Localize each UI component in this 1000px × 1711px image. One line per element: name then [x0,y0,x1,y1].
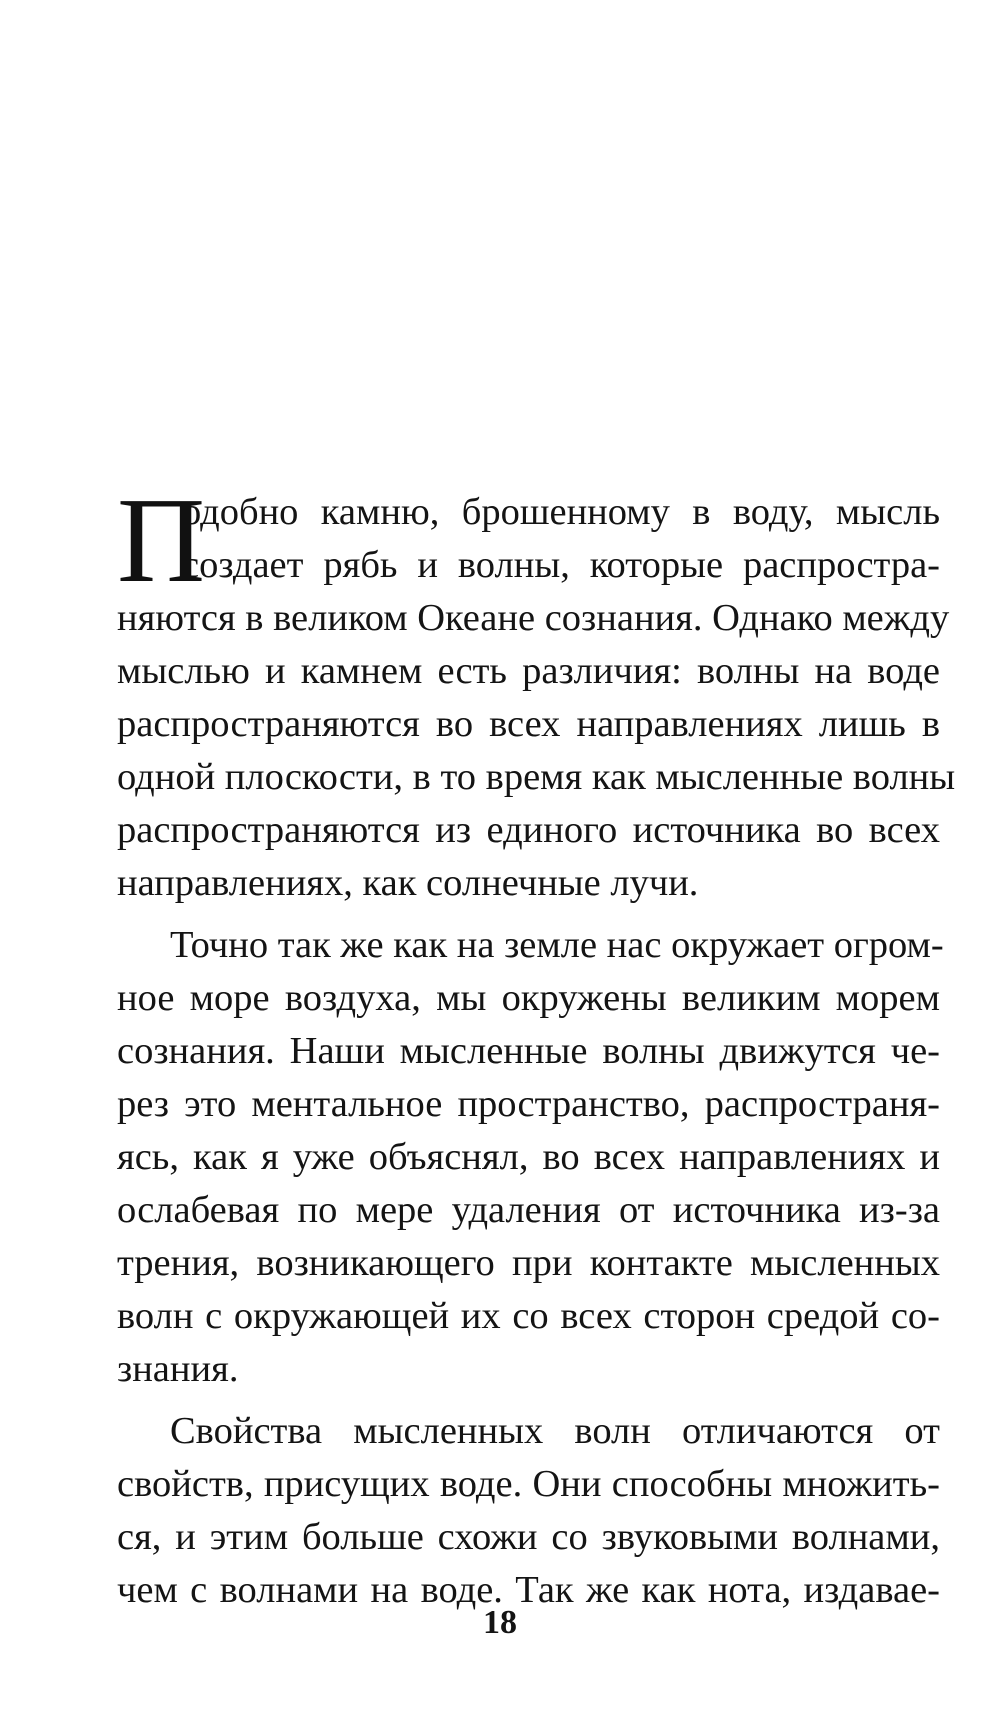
text-line: свойств, присущих воде. Они способны множить- [117,1463,940,1505]
paragraph-3 [117,1405,940,1617]
text-line: чем с волнами на воде. Так же как нота, издавае- [117,1569,940,1611]
text-line: одобно камню, брошенному в воду, мысль [182,491,940,533]
text-line: знания. [117,1348,239,1390]
text-line: распространяются во всех направлениях лишь в [117,703,940,745]
text-line: рез это ментальное пространство, распространя- [117,1083,940,1125]
body-text [117,473,956,1617]
text-line: мыслью и камнем есть различия: волны на воде [117,650,940,692]
text-line: трения, возникающего при контакте мысленных [117,1242,940,1284]
text-line: волн с окружающей их со всех сторон средой со- [117,1295,940,1337]
paragraph-1 [117,486,956,910]
paragraph-gap [117,910,940,919]
text-line: ное море воздуха, мы окружены великим морем [117,977,940,1019]
page-number: 18 [483,1604,517,1641]
text-line: ослабевая по мере удаления от источника из-за [117,1189,940,1231]
text-line: направлениях, как солнечные лучи. [117,862,699,904]
paragraph-gap [117,1396,940,1405]
text-line: ся, и этим больше схожи со звуковыми волнами, [117,1516,940,1558]
text-line: Свойства мысленных волн отличаются от [170,1410,940,1452]
text-line: няются в великом Океане сознания. Однако между [117,597,950,639]
text-line: Точно так же как на земле нас окружает огром- [170,924,944,966]
text-line: одной плоскости, в то время как мысленные волны [117,756,956,798]
text-line: создает рябь и волны, которые распростра- [182,544,940,586]
paragraph-2 [117,919,944,1396]
text-line: ясь, как я уже объяснял, во всех направлениях и [117,1136,940,1178]
text-line: сознания. Наши мысленные волны движутся че- [117,1030,940,1072]
text-line: распространяются из единого источника во всех [117,809,940,851]
drop-cap: П [117,473,206,608]
